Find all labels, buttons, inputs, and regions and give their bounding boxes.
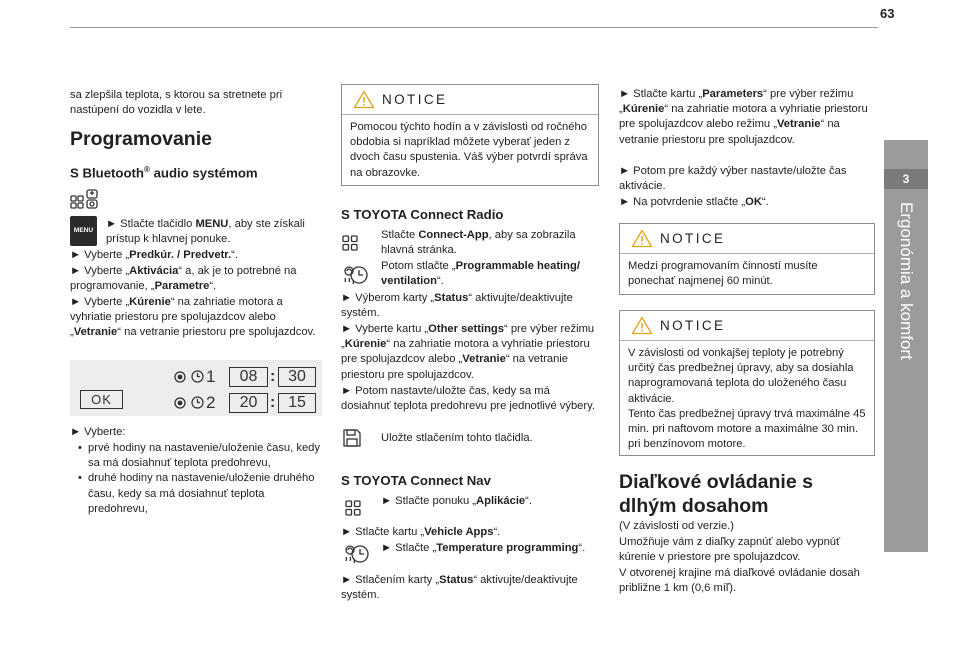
step-predkur: ► Vyberte „Predkúr. / Predvetr.“. bbox=[70, 249, 238, 261]
notice-divider bbox=[620, 340, 874, 341]
radio-selected-icon bbox=[174, 397, 186, 409]
notice-title: NOTICE bbox=[660, 318, 726, 333]
remote-description: Umožňuje vám z diaľky zapnúť alebo vypnúť kúrenie v priestore pre spolujazdcov. bbox=[619, 536, 841, 564]
section-title-remote-control: Diaľkové ovládanie s dlhým dosahom bbox=[619, 471, 813, 517]
notice-divider bbox=[342, 114, 598, 115]
nav-step-temperature-programming: ► Stlačte „Temperature programming“. bbox=[381, 542, 586, 554]
subsection-title-bluetooth: S Bluetooth® audio systémom bbox=[70, 165, 258, 181]
timer-1-colon: : bbox=[270, 368, 276, 385]
timer-2-colon: : bbox=[270, 394, 276, 411]
notice-title: NOTICE bbox=[660, 231, 726, 246]
radio-step-other-settings: ► Vyberte kartu „Other settings“ pre výber režimu „Kúrenie“ na zahriatie motora a vyhriatie priestoru pre spolujazdcov alebo „Vetranie“ na vetranie priestoru pre spolujazdcov. bbox=[341, 323, 595, 381]
timer-1-minutes: 30 bbox=[278, 367, 316, 387]
timer-2-hours: 20 bbox=[229, 393, 268, 413]
radio-step-programmable-heating: Potom stlačte „Programmable heating/ ventilation“. bbox=[381, 260, 580, 288]
nav-step-vehicle-apps: ► Stlačte kartu „Vehicle Apps“. bbox=[341, 526, 501, 538]
nav-step-applications: ► Stlačte ponuku „Aplikácie“. bbox=[381, 495, 533, 507]
heating-timer-icon bbox=[342, 541, 372, 567]
timer-2-minutes: 15 bbox=[278, 393, 316, 413]
radio-selected-icon bbox=[174, 371, 186, 383]
timer-2-label: 2 bbox=[206, 393, 216, 412]
notice-title: NOTICE bbox=[382, 92, 448, 107]
notice-paragraph: Tento čas predbežnej úpravy trvá maximálne 45 min. pri naftovom motore a maximálne 30 min. pri benzínovom motore. bbox=[628, 407, 866, 451]
radio-step-connect-app: Stlačte Connect-App, aby sa zobrazila hlavná stránka. bbox=[381, 229, 576, 257]
list-item: • druhé hodiny na nastavenie/uloženie druhého času, kedy sa má dosiahnuť teplota predohrevu, bbox=[78, 472, 315, 515]
apps-grid-icon bbox=[342, 235, 358, 251]
chapter-tab bbox=[884, 140, 928, 552]
notice-text bbox=[628, 346, 866, 452]
notice-box bbox=[341, 84, 599, 186]
notice-text: Medzi programovaním činností musíte ponechať najmenej 60 minút. bbox=[628, 260, 818, 288]
step-parameters: ► Stlačte kartu „Parameters“ pre výber režimu „Kúrenie“ na zahriatie motora a vyhriatie priestoru pre spolujazdcov alebo režimu „Vetranie“ na vetranie priestoru pre spolujazdcov. bbox=[619, 88, 868, 146]
step-activation: ► Vyberte „Aktivácia“ a, ak je to potrebné na programovanie, „Parametre“. bbox=[70, 265, 297, 293]
save-icon bbox=[342, 428, 362, 448]
step-confirm-ok: ► Na potvrdenie stlačte „OK“. bbox=[619, 196, 769, 208]
menu-key-icon: MENU bbox=[70, 216, 97, 246]
step-heating: ► Vyberte „Kúrenie“ na zahriatie motora a vyhriatie priestoru pre spolujazdcov alebo „Vetranie“ na vetranie priestoru pre spolujazdcov. bbox=[70, 296, 316, 339]
notice-text: Pomocou týchto hodín a v závislosti od ročného obdobia si napríklad môžete vyberať jeden z dvoch času spustenia. Váš výber potvrdí správa na obrazovke. bbox=[350, 121, 588, 179]
warning-icon bbox=[631, 316, 653, 335]
notice-header bbox=[620, 224, 874, 254]
page-number: 63 bbox=[880, 6, 895, 21]
warning-icon bbox=[631, 229, 653, 248]
radio-step-status: ► Výberom karty „Status“ aktivujte/deaktivujte systém. bbox=[341, 292, 573, 320]
clock-icon bbox=[191, 396, 204, 409]
subsection-title-connect-radio: S TOYOTA Connect Radio bbox=[341, 207, 504, 222]
chapter-title: Ergonómia a komfort bbox=[897, 202, 916, 360]
apps-grid-icon bbox=[345, 500, 361, 516]
notice-paragraph: V závislosti od vonkajšej teploty je potrebný určitý čas predbežnej úpravy, aby sa dosiahla naprogramovaná teplota do uloženého času aktivácie. bbox=[628, 347, 854, 405]
warning-icon bbox=[353, 90, 375, 109]
timer-1-hours: 08 bbox=[229, 367, 268, 387]
remote-range: V otvorenej krajine má diaľkové ovládanie dosah približne 1 km (0,6 míľ). bbox=[619, 567, 860, 595]
notice-box bbox=[619, 310, 875, 456]
section-title-programming: Programovanie bbox=[70, 128, 212, 150]
subsection-title-connect-nav: S TOYOTA Connect Nav bbox=[341, 473, 491, 488]
nav-step-status: ► Stlačením karty „Status“ aktivujte/deaktivujte systém. bbox=[341, 574, 578, 602]
timer-panel-illustration bbox=[70, 360, 322, 416]
intro-text: sa zlepšila teplota, s ktorou sa stretnete pri nastúpení do vozidla v lete. bbox=[70, 89, 283, 117]
header-rule bbox=[70, 27, 878, 28]
notice-header bbox=[620, 311, 874, 341]
chapter-number: 3 bbox=[884, 169, 928, 189]
remote-version-note: (V závislosti od verzie.) bbox=[619, 520, 735, 532]
select-instruction: ► Vyberte: bbox=[70, 426, 126, 438]
timer-1-label: 1 bbox=[206, 367, 216, 386]
notice-box bbox=[619, 223, 875, 295]
radio-step-save: Uložte stlačením tohto tlačidla. bbox=[381, 432, 533, 444]
step-set-activation-time: ► Potom pre každý výber nastavte/uložte čas aktivácie. bbox=[619, 165, 847, 193]
radio-step-set-time: ► Potom nastavte/uložte čas, kedy sa má dosiahnuť teplota predohrevu pre jednotlivé výbery. bbox=[341, 385, 596, 413]
timer-bullet-list bbox=[70, 441, 322, 517]
step-menu: ► Stlačte tlačidlo MENU, aby ste získali prístup k hlavnej ponuke. bbox=[106, 218, 305, 246]
ok-button-illustration: OK bbox=[80, 390, 123, 409]
notice-header bbox=[342, 85, 598, 115]
notice-divider bbox=[620, 253, 874, 254]
heating-timer-icon bbox=[341, 262, 371, 288]
audio-system-icon bbox=[70, 188, 100, 210]
clock-icon bbox=[191, 370, 204, 383]
list-item: • prvé hodiny na nastavenie/uloženie času, kedy sa má dosiahnuť teplota predohrevu, bbox=[78, 442, 320, 470]
